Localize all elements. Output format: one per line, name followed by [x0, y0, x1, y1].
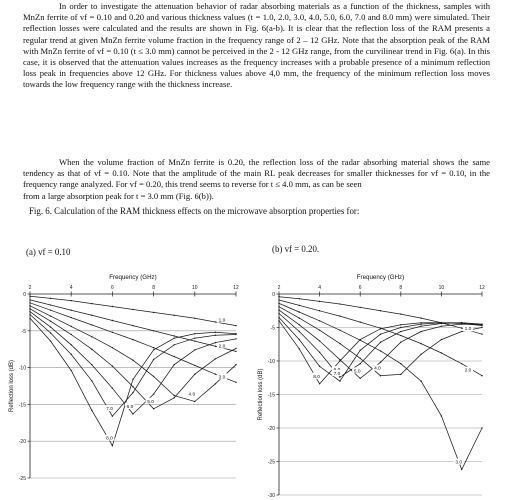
data-point: [215, 346, 216, 347]
data-point: [132, 379, 133, 380]
x-tick-label: 12: [479, 285, 485, 291]
data-point: [360, 378, 361, 379]
data-point: [360, 339, 361, 340]
data-point: [235, 382, 236, 383]
data-point: [71, 326, 72, 327]
data-point: [461, 323, 462, 324]
data-point: [339, 380, 340, 381]
data-point: [339, 343, 340, 344]
y-axis-title: Reflection loss (dB): [258, 368, 264, 421]
data-point: [215, 383, 216, 384]
data-point: [91, 324, 92, 325]
y-tick-label: -15: [18, 402, 26, 409]
data-point: [235, 333, 236, 334]
curve-label: 2.0: [218, 344, 226, 350]
data-point: [50, 309, 51, 310]
data-point: [132, 309, 133, 310]
x-tick-label: 8: [152, 285, 155, 291]
data-point: [235, 338, 236, 339]
data-point: [91, 349, 92, 350]
x-tick-label: 12: [233, 285, 239, 291]
subcaption-a: (a) vf = 0.10: [26, 247, 71, 257]
y-tick-label: -10: [267, 359, 275, 365]
data-point: [481, 427, 482, 428]
data-point: [132, 392, 133, 393]
data-point: [360, 363, 361, 364]
paragraph-volume-fraction: [23, 157, 490, 202]
x-tick-label: 10: [192, 285, 198, 291]
data-point: [50, 298, 51, 299]
data-point: [215, 321, 216, 322]
curve-label: 4.0: [374, 366, 381, 372]
data-point: [29, 318, 30, 319]
data-point: [400, 324, 401, 325]
x-axis-title: Frequency (GHz): [109, 274, 157, 281]
data-point: [319, 301, 320, 302]
data-point: [380, 362, 381, 363]
y-tick-label: -25: [267, 459, 275, 466]
data-point: [194, 374, 195, 375]
data-point: [380, 350, 381, 351]
data-point: [441, 352, 442, 353]
y-tick-label: -30: [267, 493, 275, 499]
data-point: [112, 306, 113, 307]
data-point: [50, 326, 51, 327]
data-point: [360, 350, 361, 351]
data-point: [153, 312, 154, 313]
data-point: [215, 332, 216, 333]
data-point: [380, 375, 381, 376]
data-point: [400, 374, 401, 375]
data-point: [132, 386, 133, 387]
data-point: [380, 334, 381, 335]
data-point: [481, 334, 482, 335]
data-point: [441, 325, 442, 326]
data-point: [132, 325, 133, 326]
paragraph-text: In order to investigate the attenuation behavior of radar absorbing materials as a function of the thickness, samples with MnZn ferrite of vf = 0.10 and 0.20 and various thickness values (t = 1.0, 2.0, 3.0, 4.0, 5.0, 6.0, 7.0 and 8.0 mm) were simulated. Their reflection losses were calculated and the results are shown in Fig. 6(a-b). It is clear that the reflection loss of the RAM presents a regular trend at given MnZn ferrite volume fraction in the frequency range of 2 – 12 GHz. Note that the absorption peak of the RAM with MnZn ferrite of vf = 0.10 (t ≤ 3.0 mm) cannot be perceived in the 2 - 12 GHz range, from the curvilinear trend in Fig. 6(a). In this case, it is observed that the attenuation values increases as the frequency increases with a probable presence of a minimum reflection loss peak in frequencies above 12 GHz. For thickness values above 4,0 mm, the frequency of the minimum reflection loss moves towards the low frequency range with the thickness increase.: [23, 1, 490, 90]
y-tick-label: -5: [21, 328, 26, 335]
data-point: [194, 349, 195, 350]
data-point: [461, 327, 462, 328]
data-point: [481, 327, 482, 328]
series-line-6-0: [30, 312, 236, 414]
figure-caption: Fig. 6. Calculation of the RAM thickness effects on the microwave absorption properties for:: [29, 206, 360, 216]
data-point: [235, 348, 236, 349]
data-point: [319, 320, 320, 321]
data-point: [278, 299, 279, 300]
data-point: [319, 383, 320, 384]
data-point: [278, 296, 279, 297]
data-point: [360, 358, 361, 359]
data-point: [299, 324, 300, 325]
data-point: [174, 356, 175, 357]
data-point: [29, 305, 30, 306]
data-point: [339, 360, 340, 361]
data-point: [319, 340, 320, 341]
data-point: [235, 351, 236, 352]
curve-label: 1.0: [464, 327, 472, 333]
data-point: [50, 332, 51, 333]
data-point: [112, 320, 113, 321]
data-point: [299, 339, 300, 340]
data-point: [50, 340, 51, 341]
data-point: [91, 336, 92, 337]
data-point: [132, 339, 133, 340]
data-point: [174, 335, 175, 336]
reflection-loss-chart-b: [252, 266, 506, 500]
data-point: [400, 342, 401, 343]
curve-label: 6.0: [126, 404, 134, 410]
data-point: [153, 376, 154, 377]
data-point: [132, 413, 133, 414]
y-tick-label: -15: [267, 392, 275, 399]
data-point: [194, 365, 195, 366]
data-point: [400, 327, 401, 328]
curve-label: 2.0: [464, 368, 472, 374]
data-point: [278, 303, 279, 304]
x-tick-label: 8: [399, 285, 403, 291]
data-point: [71, 370, 72, 371]
data-point: [194, 337, 195, 338]
data-point: [215, 335, 216, 336]
data-point: [112, 445, 113, 446]
x-tick-label: 4: [318, 285, 321, 291]
data-point: [400, 335, 401, 336]
data-point: [278, 309, 279, 310]
curve-label: 7.0: [333, 372, 341, 378]
data-point: [29, 296, 30, 297]
curve-label: 7.0: [106, 407, 113, 413]
x-tick-label: 6: [111, 285, 114, 291]
data-point: [194, 340, 195, 341]
x-tick-label: 6: [358, 285, 362, 291]
series-line-7-0: [30, 315, 236, 417]
data-point: [174, 344, 175, 345]
data-point: [420, 354, 421, 355]
data-point: [299, 348, 300, 349]
series-line-5-0: [30, 309, 236, 409]
data-point: [50, 321, 51, 322]
data-point: [420, 325, 421, 326]
curve-label: 1.0: [218, 318, 226, 324]
data-point: [174, 364, 175, 365]
data-point: [91, 380, 92, 381]
data-point: [29, 299, 30, 300]
series-line-8-0: [30, 318, 236, 445]
data-point: [400, 363, 401, 364]
y-axis-title: Reflection loss (dB): [9, 359, 15, 413]
data-point: [481, 325, 482, 326]
data-point: [420, 331, 421, 332]
data-point: [174, 395, 175, 396]
data-point: [461, 331, 462, 332]
data-point: [420, 343, 421, 344]
data-point: [174, 315, 175, 316]
data-point: [339, 315, 340, 316]
data-point: [132, 360, 133, 361]
data-point: [319, 352, 320, 353]
data-point: [50, 315, 51, 316]
data-point: [71, 334, 72, 335]
data-point: [91, 410, 92, 411]
data-point: [153, 359, 154, 360]
data-point: [91, 303, 92, 304]
data-point: [29, 311, 30, 312]
curve-label: 5.0: [147, 399, 154, 405]
data-point: [420, 380, 421, 381]
data-point: [112, 388, 113, 389]
series-line-8-0: [279, 321, 482, 384]
data-point: [215, 374, 216, 375]
data-point: [278, 320, 279, 321]
data-point: [91, 364, 92, 365]
y-tick-label: -25: [18, 476, 26, 482]
data-point: [299, 317, 300, 318]
data-point: [71, 344, 72, 345]
data-point: [112, 415, 113, 416]
data-point: [420, 322, 421, 323]
data-point: [360, 321, 361, 322]
data-point: [112, 347, 113, 348]
curve-label: 8.0: [106, 436, 113, 442]
data-point: [153, 347, 154, 348]
data-point: [481, 375, 482, 376]
data-point: [339, 329, 340, 330]
curve-label: 3.0: [218, 375, 226, 381]
y-tick-label: 0: [272, 292, 275, 298]
data-point: [278, 306, 279, 307]
data-point: [299, 311, 300, 312]
data-point: [299, 298, 300, 299]
data-point: [112, 332, 113, 333]
data-point: [174, 397, 175, 398]
data-point: [71, 317, 72, 318]
data-point: [194, 318, 195, 319]
data-point: [215, 358, 216, 359]
data-point: [194, 333, 195, 334]
y-tick-label: -20: [18, 439, 26, 446]
data-point: [380, 342, 381, 343]
y-tick-label: -10: [18, 365, 26, 372]
y-tick-label: -20: [267, 426, 275, 432]
data-point: [278, 317, 279, 318]
data-point: [29, 302, 30, 303]
curve-label: 8.0: [313, 374, 320, 380]
y-tick-label: -5: [270, 325, 275, 332]
data-point: [71, 354, 72, 355]
series-line-3-0: [30, 303, 236, 383]
data-point: [71, 300, 72, 301]
data-point: [235, 364, 236, 365]
data-point: [194, 401, 195, 402]
data-point: [29, 308, 30, 309]
data-point: [299, 331, 300, 332]
data-point: [441, 415, 442, 416]
data-point: [461, 363, 462, 364]
data-point: [174, 337, 175, 338]
data-point: [441, 322, 442, 323]
x-tick-label: 10: [438, 285, 445, 291]
data-point: [339, 303, 340, 304]
data-point: [420, 317, 421, 318]
data-point: [153, 330, 154, 331]
data-point: [380, 328, 381, 329]
data-point: [235, 325, 236, 326]
x-tick-label: 2: [28, 285, 32, 291]
x-tick-label: 4: [69, 285, 73, 291]
data-point: [360, 307, 361, 308]
data-point: [400, 331, 401, 332]
subcaption-b: (b) vf = 0.20.: [272, 244, 320, 254]
reflection-loss-chart-a: [0, 266, 250, 500]
paragraph-text: When the volume fraction of MnZn ferrite is 0.20, the reflection loss of the radar absorbing material shows the same tendency as that of vf = 0.10. Note that the amplitude of the main RL peak decreases for smaller thicknesses for vf = 0.10, in the frequency range analyzed. For vf = 0.20, this trend seems to reverse for t ≤ 4.0 mm, as can be seen: [23, 157, 490, 190]
data-point: [91, 315, 92, 316]
curve-label: 4.0: [188, 392, 196, 398]
data-point: [112, 365, 113, 366]
data-point: [278, 313, 279, 314]
data-point: [71, 309, 72, 310]
x-axis-title: Frequency (GHz): [356, 274, 405, 281]
y-tick-label: 0: [23, 292, 26, 298]
data-point: [319, 310, 320, 311]
x-tick-label: 2: [277, 285, 281, 291]
data-point: [153, 349, 154, 350]
data-point: [299, 305, 300, 306]
data-point: [319, 366, 320, 367]
data-point: [215, 342, 216, 343]
data-point: [29, 314, 30, 315]
paragraph-thickness: [23, 1, 490, 91]
data-point: [319, 329, 320, 330]
curve-label: 5.0: [353, 369, 361, 375]
data-point: [400, 313, 401, 314]
data-point: [441, 339, 442, 340]
data-point: [153, 393, 154, 394]
data-point: [50, 304, 51, 305]
paragraph-text-tail: from a large absorption peak for t = 3.0 mm (Fig. 6(b)).: [23, 190, 214, 201]
curve-label: 3.0: [455, 460, 463, 466]
data-point: [461, 469, 462, 470]
data-point: [153, 408, 154, 409]
data-point: [420, 323, 421, 324]
data-point: [380, 310, 381, 311]
